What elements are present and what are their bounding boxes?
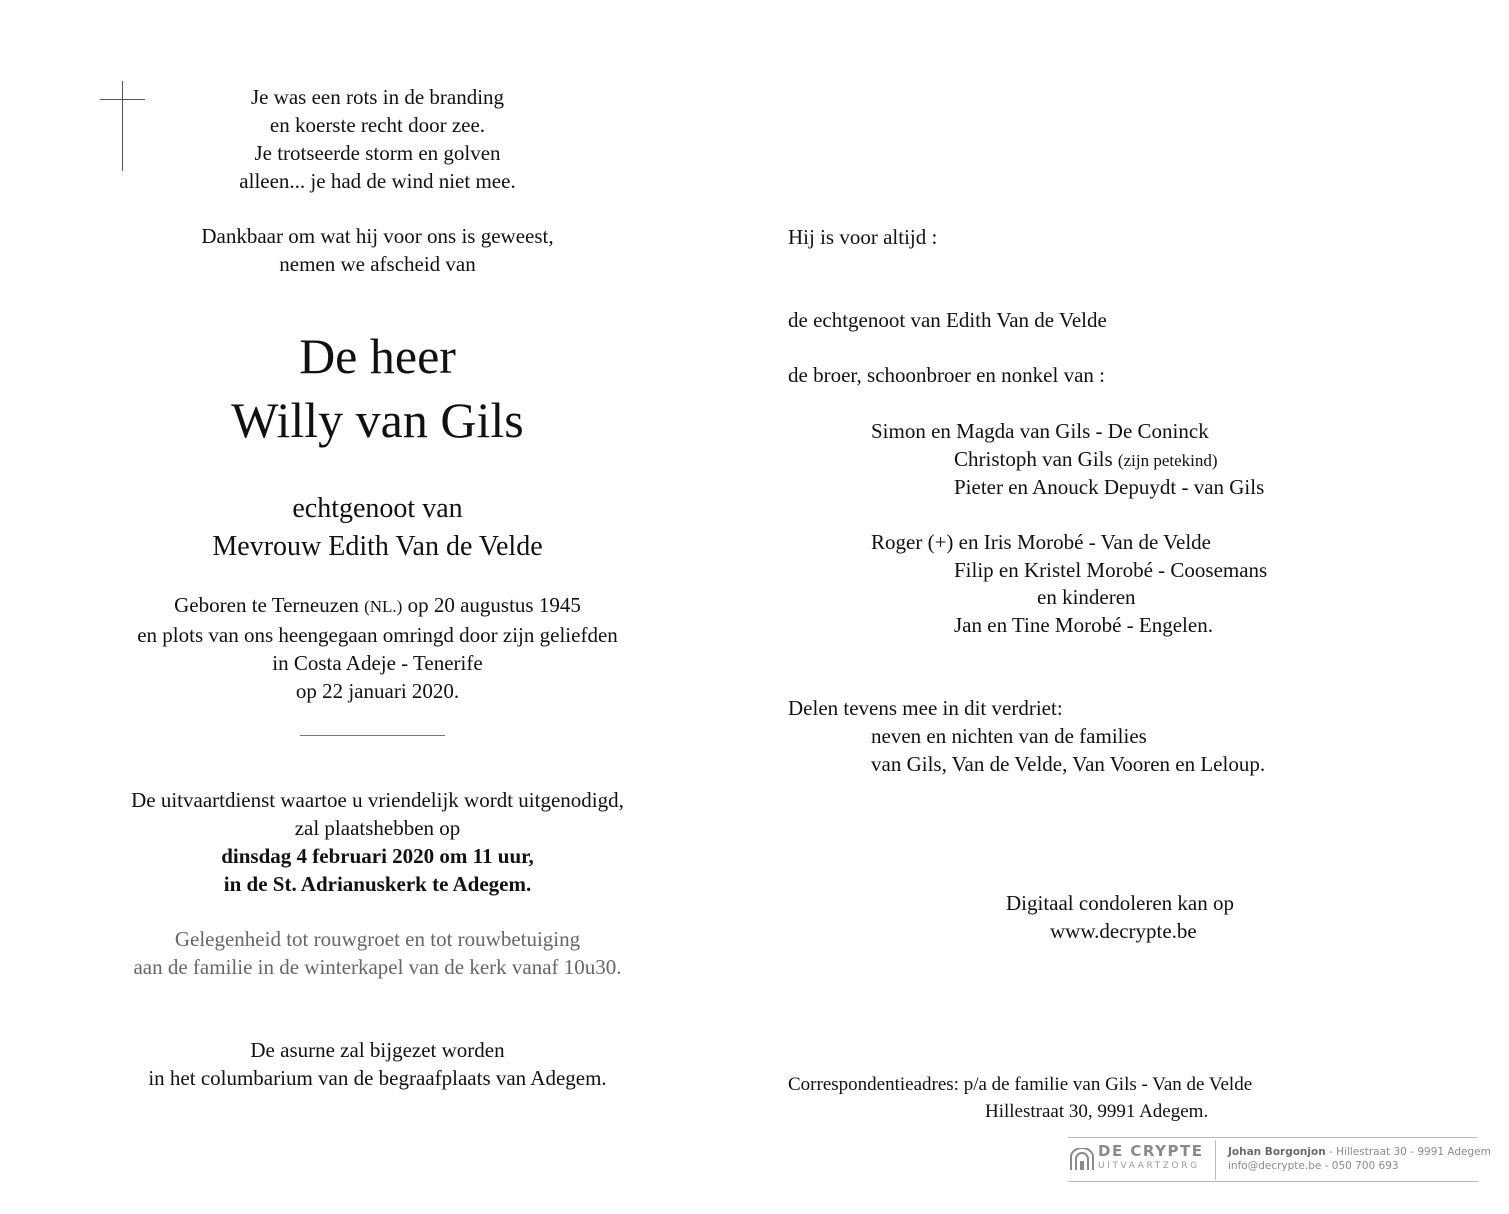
family-siblings-heading: de broer, schoonbroer en nonkel van : — [788, 363, 1105, 387]
family-spouse: de echtgenoot van Edith Van de Velde — [788, 308, 1107, 332]
poem-line: Je trotseerde storm en golven — [254, 141, 501, 165]
funeral-home-logo — [1068, 1137, 1491, 1182]
poem-line: Je was een rots in de branding — [250, 85, 505, 109]
family-group2-child1-sub: en kinderen — [1037, 585, 1136, 609]
service-datetime: dinsdag 4 februari 2020 om 11 uur, — [221, 844, 534, 868]
logo-contact-address: - Hillestraat 30 - 9991 Adegem — [1325, 1146, 1491, 1158]
family-heading: Hij is voor altijd : — [788, 225, 938, 249]
share-line: van Gils, Van de Velde, Van Vooren en Leloup. — [871, 752, 1266, 776]
death-place: in Costa Adeje - Tenerife — [272, 651, 483, 675]
service-block — [90, 786, 665, 898]
condolence-info — [90, 925, 665, 981]
logo-subtitle: UITVAARTZORG — [1098, 1161, 1200, 1171]
death-date: op 22 januari 2020. — [295, 679, 460, 703]
intro-line: nemen we afscheid van — [279, 252, 476, 276]
deceased-name: Willy van Gils — [231, 392, 524, 448]
correspondence-address: Hillestraat 30, 9991 Adegem. — [985, 1101, 1209, 1122]
family-group1-main: Simon en Magda van Gils - De Coninck — [871, 419, 1209, 443]
spouse-relation: echtgenoot van — [292, 493, 463, 524]
service-location: in de St. Adrianuskerk te Adegem. — [223, 872, 532, 896]
correspondence-line: Correspondentieadres: p/a de familie van Gils - Van de Velde — [788, 1074, 1253, 1095]
family-group2-child2: Jan en Tine Morobé - Engelen. — [954, 613, 1213, 637]
urn-block — [90, 1036, 665, 1092]
logo-contact-line1 — [1228, 1145, 1491, 1159]
divider — [300, 735, 445, 736]
poem-line: en koerste recht door zee. — [269, 113, 486, 137]
birth-country: (NL.) — [364, 597, 403, 616]
birth-text-a: Geboren te Terneuzen — [174, 593, 365, 617]
online-condolence-url: www.decrypte.be — [1050, 919, 1197, 943]
poem-line: alleen... je had de wind niet mee. — [239, 169, 516, 193]
birth-text-b: op 20 augustus 1945 — [402, 593, 581, 617]
spouse-block — [90, 490, 665, 566]
spouse-name: Mevrouw Edith Van de Velde — [212, 531, 543, 562]
urn-line: De asurne zal bijgezet worden — [250, 1038, 505, 1062]
share-heading: Delen tevens mee in dit verdriet: — [788, 696, 1063, 720]
condolence-line: aan de familie in de winterkapel van de kerk vanaf 10u30. — [133, 955, 622, 979]
family-group2-child1: Filip en Kristel Morobé - Coosemans — [954, 558, 1268, 582]
deceased-name-block — [90, 324, 665, 452]
service-line: De uitvaartdienst waartoe u vriendelijk wordt uitgenodigd, — [131, 788, 624, 812]
family-group2-main: Roger (+) en Iris Morobé - Van de Velde — [871, 530, 1211, 554]
poem — [90, 83, 665, 195]
urn-line: in het columbarium van de begraafplaats van Adegem. — [148, 1066, 607, 1090]
online-condolence-line: Digitaal condoleren kan op — [1006, 891, 1235, 915]
child-name: Christoph van Gils — [954, 447, 1118, 471]
child-note: (zijn petekind) — [1117, 451, 1218, 470]
birth-line — [90, 591, 665, 621]
logo-contact-line2: info@decrypte.be - 050 700 693 — [1228, 1160, 1399, 1172]
logo-contact — [1228, 1145, 1491, 1173]
logo-separator — [1215, 1140, 1216, 1180]
intro — [90, 222, 665, 278]
dates-block — [90, 591, 665, 705]
condolence-line: Gelegenheid tot rouwgroet en tot rouwbetuiging — [174, 927, 581, 951]
family-group1-child1 — [954, 445, 1218, 475]
logo-contact-name: Johan Borgonjon — [1228, 1146, 1326, 1158]
death-line: en plots van ons heengegaan omringd door zijn geliefden — [137, 623, 618, 647]
crypte-arch-icon — [1070, 1148, 1094, 1170]
share-line: neven en nichten van de families — [871, 724, 1147, 748]
intro-line: Dankbaar om wat hij voor ons is geweest, — [201, 224, 554, 248]
service-line: zal plaatshebben op — [294, 816, 461, 840]
logo-name: DE CRYPTE — [1098, 1142, 1204, 1160]
family-group1-child2: Pieter en Anouck Depuydt - van Gils — [954, 475, 1265, 499]
deceased-title: De heer — [299, 328, 456, 384]
